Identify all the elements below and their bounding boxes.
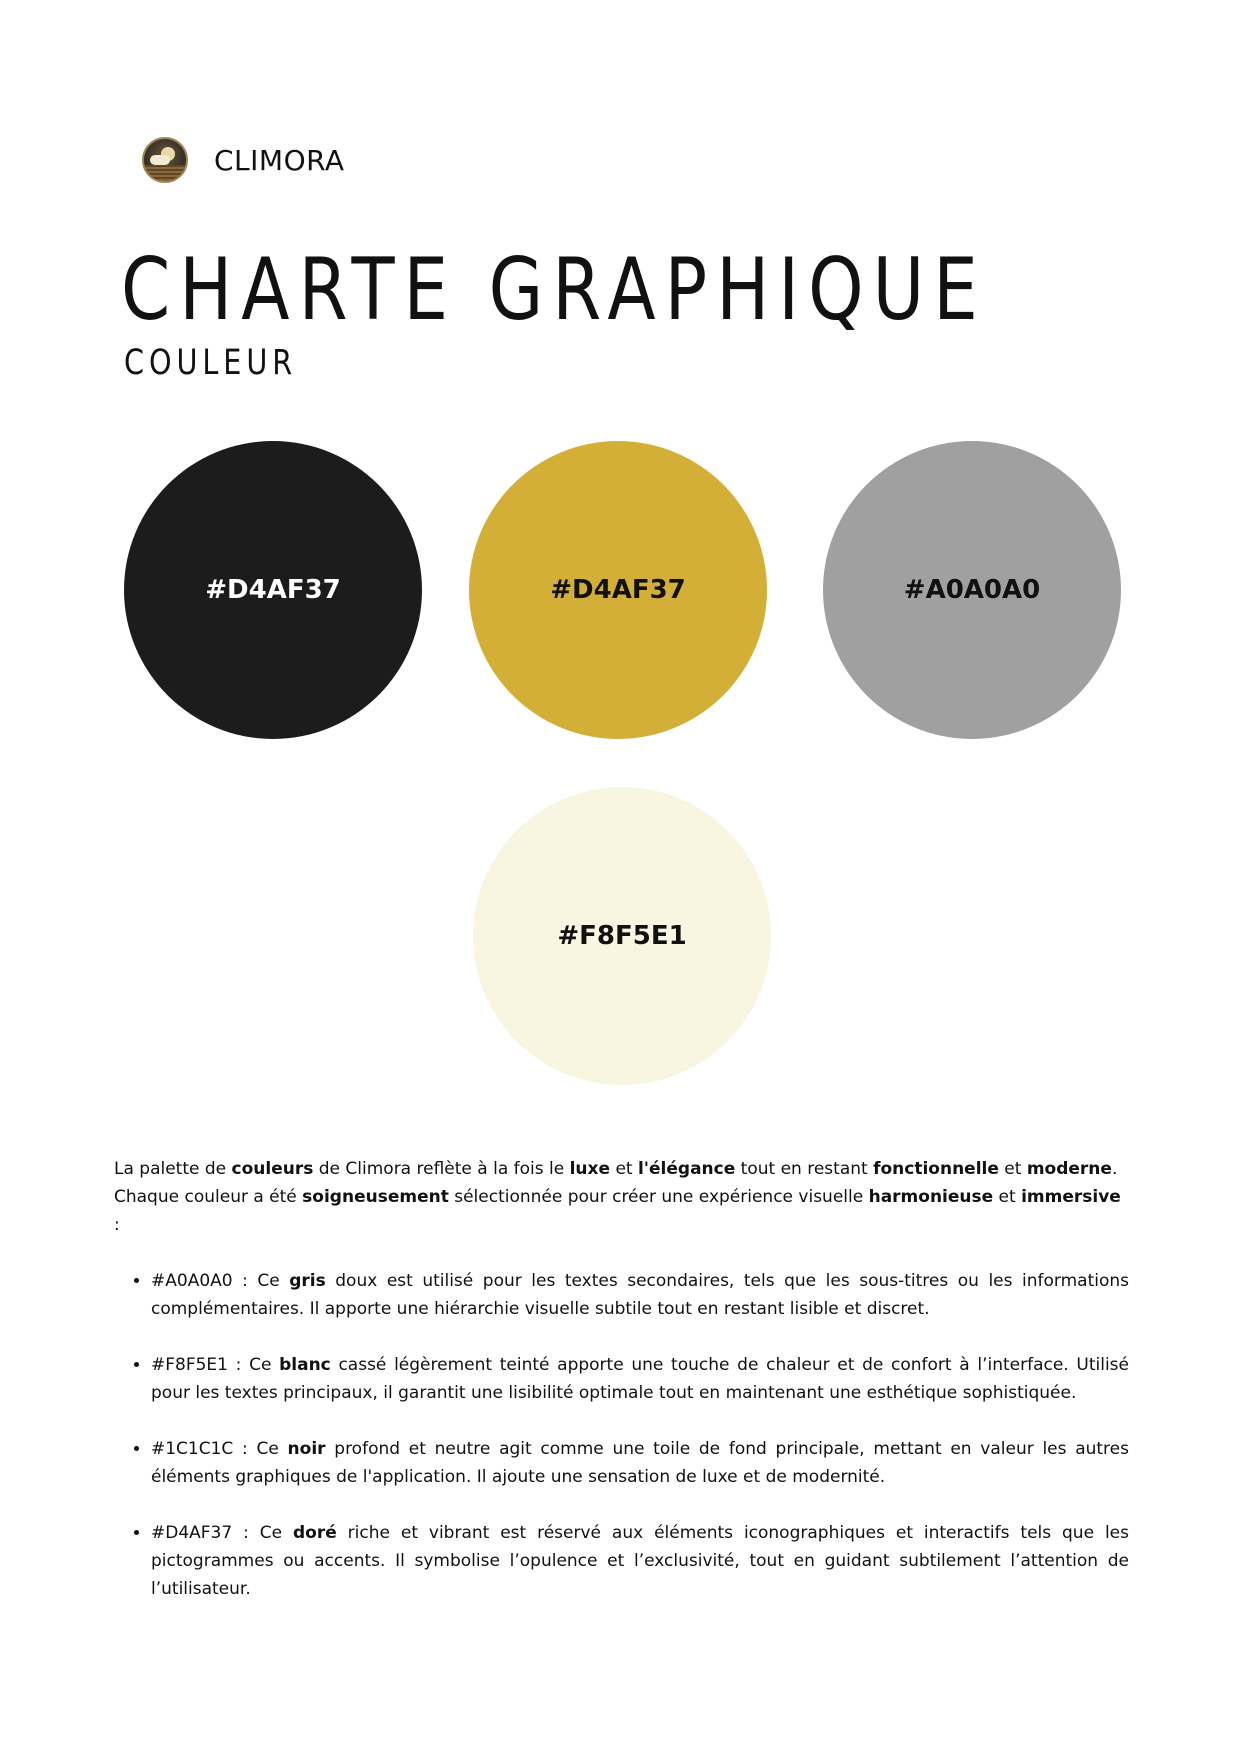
intro-text: . Chaque couleur a été — [114, 1159, 1118, 1207]
intro-text: sélectionnée pour créer une expérience visuelle — [448, 1187, 869, 1207]
intro-paragraph — [114, 1155, 1129, 1239]
intro-text: et — [998, 1159, 1027, 1179]
color-swatch-black — [124, 441, 422, 739]
intro-emphasis: soigneusement — [302, 1187, 449, 1207]
intro-emphasis: immersive — [1021, 1187, 1121, 1207]
item-color-name: gris — [289, 1271, 326, 1291]
item-text: riche et vibrant est réservé aux éléments iconographiques et interactifs tels que les pictogrammes ou accents. Il symbolise l’opulence et l’exclusivité, tout en guidant subtilement l’attention de l’utilisateur. — [151, 1523, 1129, 1599]
intro-text: de Climora reflète à la fois le — [313, 1159, 570, 1179]
swatch-label: #F8F5E1 — [557, 921, 687, 951]
intro-text: et — [993, 1187, 1022, 1207]
item-text: profond et neutre agit comme une toile de fond principale, mettant en valeur les autres éléments graphiques de l'application. Il ajoute une sensation de luxe et de modernité. — [151, 1439, 1129, 1487]
swatch-label: #A0A0A0 — [903, 575, 1041, 605]
brand-header — [142, 137, 345, 183]
swatch-label: #D4AF37 — [205, 575, 341, 605]
color-swatch-grey — [823, 441, 1121, 739]
logo-cloud-shape — [150, 155, 170, 165]
palette-description — [114, 1155, 1129, 1603]
item-code: #F8F5E1 : Ce — [151, 1355, 280, 1375]
intro-text: : — [114, 1215, 120, 1235]
item-color-name: blanc — [279, 1355, 331, 1375]
brand-name: CLIMORA — [214, 143, 345, 177]
color-list — [114, 1267, 1129, 1603]
color-swatch-gold — [469, 441, 767, 739]
intro-emphasis: couleurs — [231, 1159, 314, 1179]
item-code: #D4AF37 : Ce — [151, 1523, 293, 1543]
page-title: CHARTE GRAPHIQUE — [121, 240, 987, 340]
swatch-label: #D4AF37 — [550, 575, 686, 605]
intro-text: tout en restant — [735, 1159, 874, 1179]
item-text: cassé légèrement teinté apporte une touche de chaleur et de confort à l’interface. Utilisé pour les textes principaux, il garantit une lisibilité optimale tout en maintenant une esthétique sophistiquée. — [151, 1355, 1129, 1403]
logo-base-shape — [144, 165, 186, 181]
item-color-name: doré — [292, 1523, 337, 1543]
intro-emphasis: luxe — [569, 1159, 611, 1179]
item-code: #A0A0A0 : Ce — [151, 1271, 290, 1291]
intro-emphasis: moderne — [1026, 1159, 1112, 1179]
intro-emphasis: fonctionnelle — [873, 1159, 999, 1179]
intro-emphasis: l'élégance — [637, 1159, 736, 1179]
item-color-name: noir — [287, 1439, 326, 1459]
list-item — [151, 1267, 1129, 1323]
item-code: #1C1C1C : Ce — [151, 1439, 288, 1459]
list-item — [151, 1351, 1129, 1407]
page-subtitle: COULEUR — [124, 343, 298, 383]
list-item — [151, 1519, 1129, 1603]
climora-logo-icon — [142, 137, 188, 183]
intro-emphasis: harmonieuse — [868, 1187, 994, 1207]
color-swatch-cream — [473, 787, 771, 1085]
list-item — [151, 1435, 1129, 1491]
intro-text: La palette de — [114, 1159, 232, 1179]
item-text: doux est utilisé pour les textes secondaires, tels que les sous-titres ou les informations complémentaires. Il apporte une hiérarchie visuelle subtile tout en restant lisible et discret. — [151, 1271, 1129, 1319]
intro-text: et — [610, 1159, 638, 1179]
